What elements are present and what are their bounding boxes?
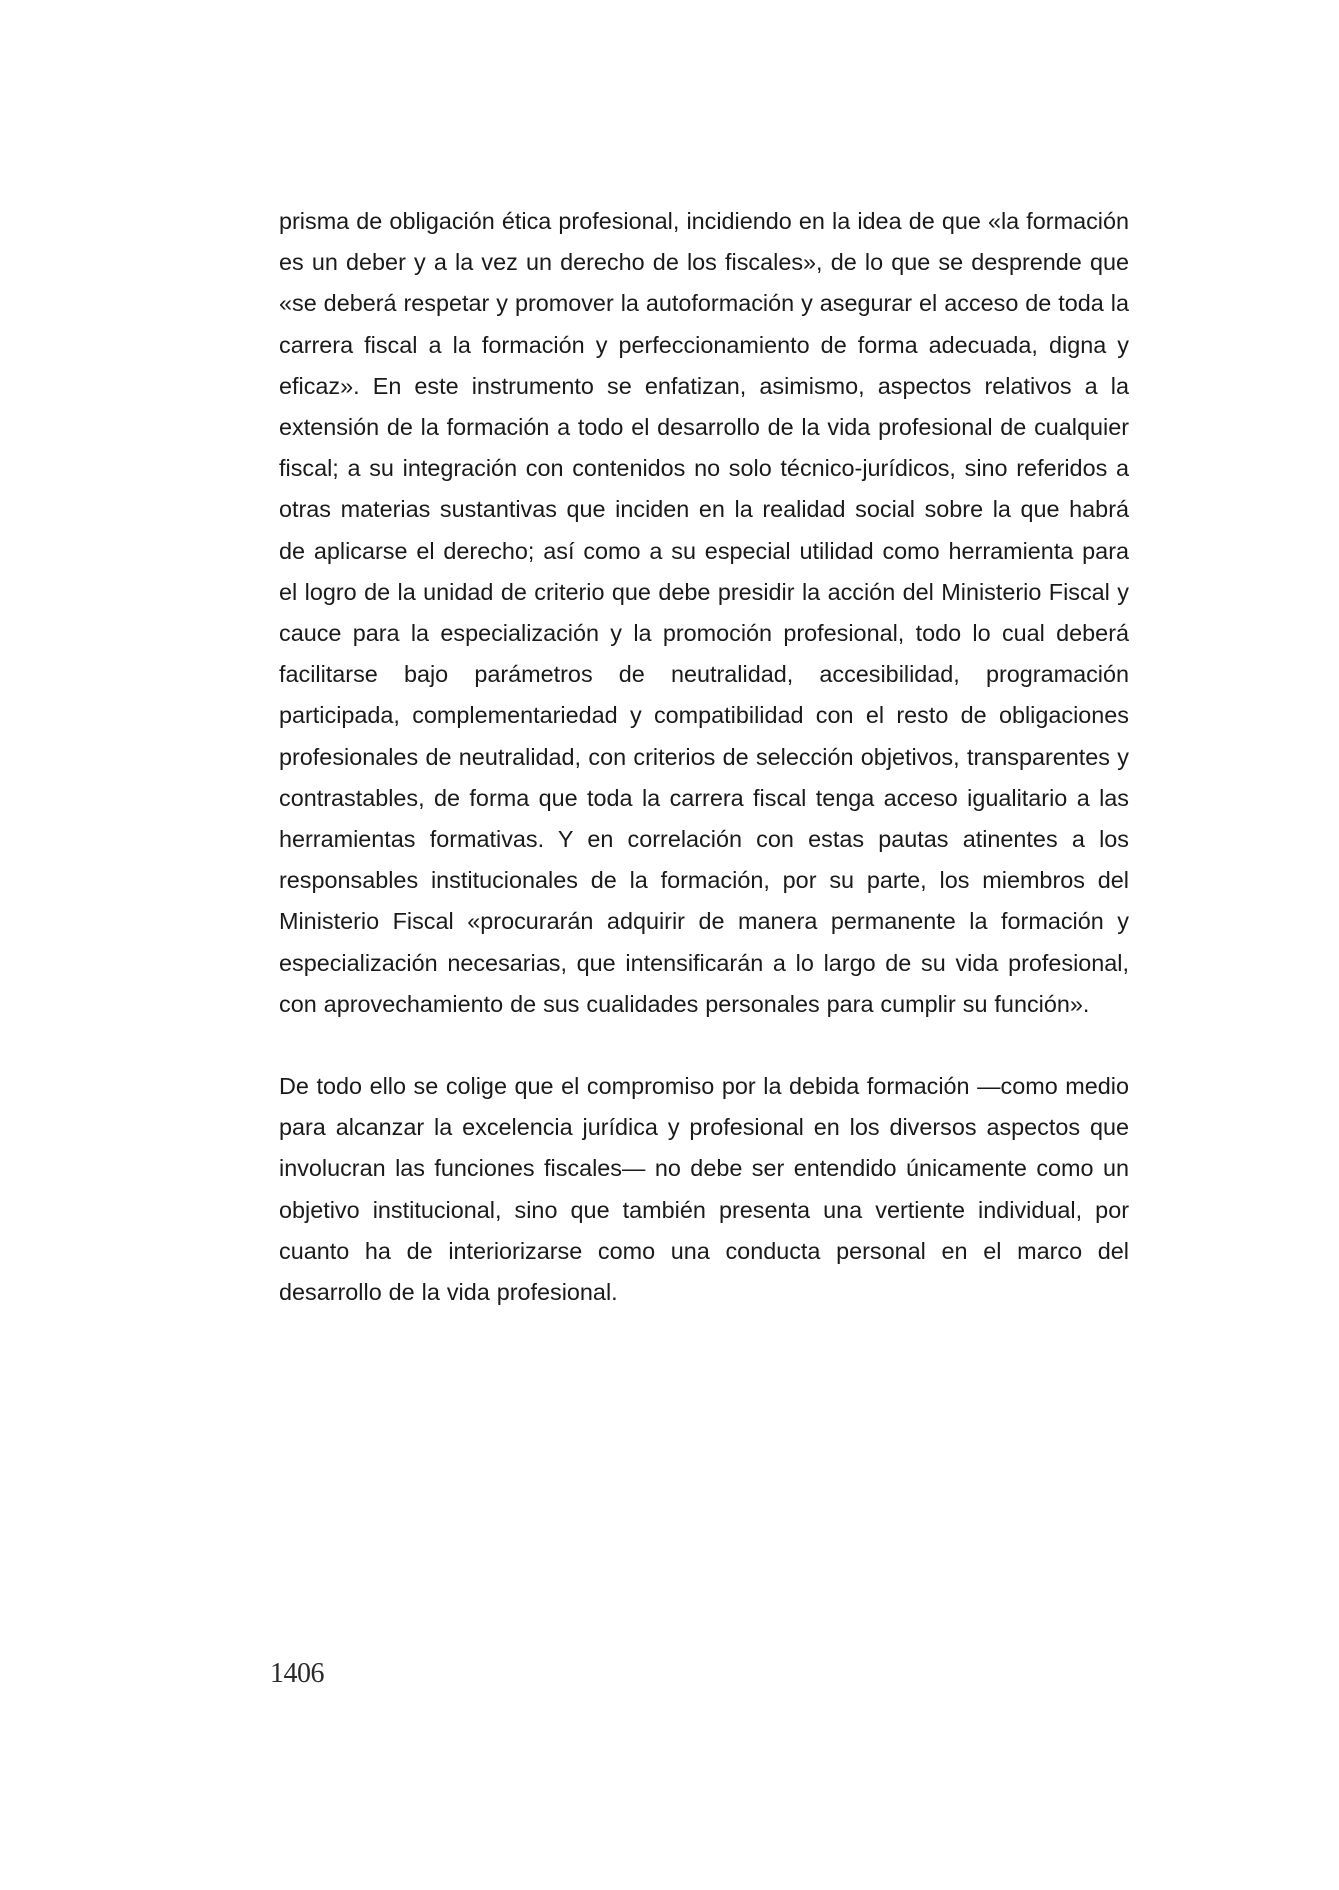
paragraph: De todo ello se colige que el compromiso por la debida formación —como medio para alcanzar la excelencia jurídica y profesional en los diversos aspectos que involucran las funciones fiscales— no debe ser entendido únicamente como un objetivo institucional, sino que también presenta una vertiente individual, por cuanto ha de interiorizarse como una conducta personal en el marco del desarrollo de la vida profesional.	[279, 1073, 1129, 1306]
body-text	[279, 201, 1129, 1313]
paragraph: prisma de obligación ética profesional, incidiendo en la idea de que «la formación es un deber y a la vez un derecho de los fiscales», de lo que se desprende que «se deberá respetar y promover la autoformación y asegurar el acceso de toda la carrera fiscal a la formación y perfeccionamiento de forma adecuada, digna y eficaz». En este instrumento se enfatizan, asimismo, aspectos relativos a la extensión de la formación a todo el desarrollo de la vida profesional de cualquier fiscal; a su integración con contenidos no solo técnico-jurídicos, sino referidos a otras materias sustantivas que inciden en la realidad social sobre la que habrá de aplicarse el derecho; así como a su especial utilidad como herramienta para el logro de la unidad de criterio que debe presidir la acción del Ministerio Fiscal y cauce para la especialización y la promoción profesional, todo lo cual deberá facilitarse bajo parámetros de neutralidad, accesibilidad, programación participada, complementariedad y compatibilidad con el resto de obligaciones profesionales de neutralidad, con criterios de selección objetivos, transparentes y contrastables, de forma que toda la carrera fiscal tenga acceso igualitario a las herramientas formativas. Y en correlación con estas pautas atinentes a los responsables institucionales de la formación, por su parte, los miembros del Ministerio Fiscal «procurarán adquirir de manera permanente la formación y especialización necesarias, que intensificarán a lo largo de su vida profesional, con aprovechamiento de sus cualidades personales para cumplir su función».	[279, 208, 1129, 1017]
page-number: 1406	[270, 1658, 324, 1689]
